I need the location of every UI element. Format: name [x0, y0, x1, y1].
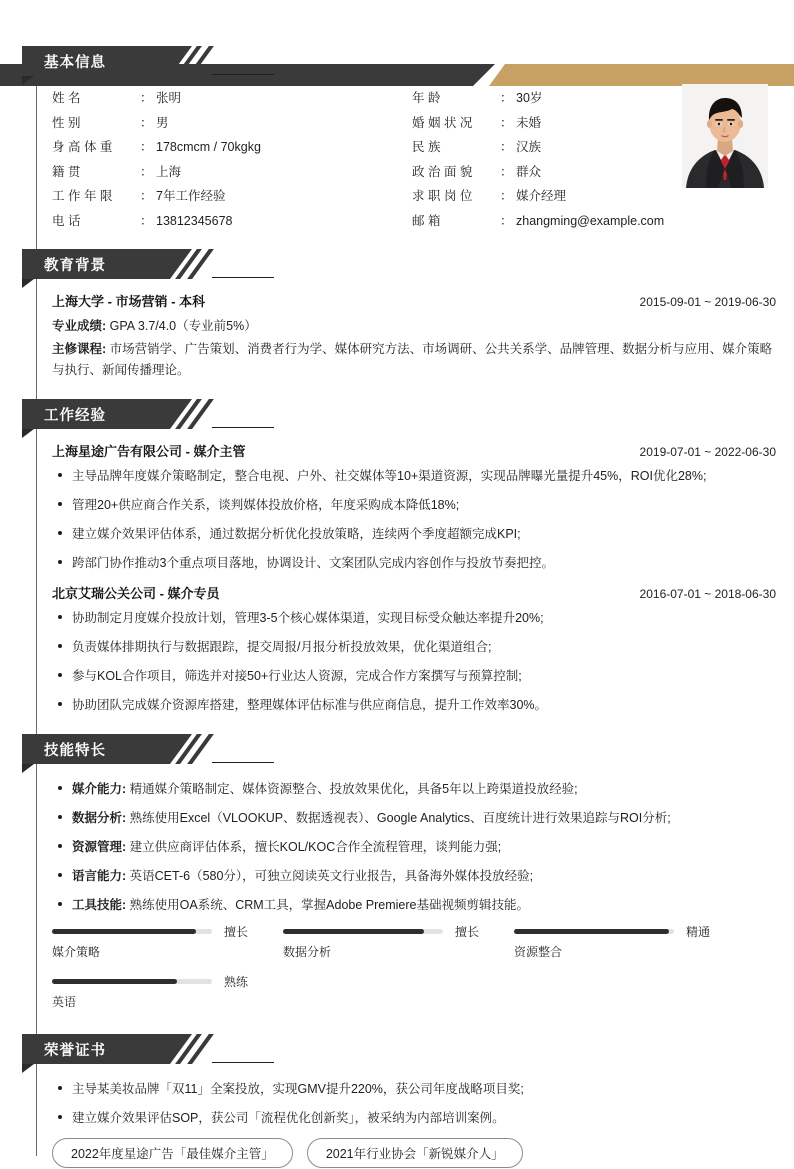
skill-bar-row: [52, 924, 283, 938]
list-item: 协助团队完成媒介资源库搭建，整理媒体评估标准与供应商信息，提升工作效率30%。: [52, 695, 776, 715]
education-school: 上海大学 - 市场营销 - 本科: [52, 294, 206, 309]
basic-info-column-left: [52, 86, 412, 233]
info-row: [412, 209, 772, 234]
skill-label: 数据分析:: [72, 811, 127, 825]
skill-bar-fill: [283, 929, 424, 934]
skill-bar-item: [283, 924, 514, 960]
skill-bar-fill: [52, 929, 196, 934]
skill-bar-fill: [52, 979, 177, 984]
info-label: 婚 姻 状 况: [412, 115, 473, 130]
skill-bar-level: 擅长: [224, 924, 249, 939]
skills-body: [52, 764, 776, 1024]
list-item: 建立媒介效果评估体系，通过数据分析优化投放策略，连续两个季度超额完成KPI;: [52, 524, 776, 544]
section-title-honors: 荣誉证书: [44, 1043, 106, 1059]
list-item: [52, 808, 776, 828]
info-label: 性 别: [52, 115, 81, 130]
skill-label: 媒介能力:: [72, 782, 127, 796]
info-value: 男: [156, 115, 169, 130]
section-work-experience: [0, 399, 794, 715]
skill-bar-level: 精通: [686, 924, 711, 939]
section-header-skills: [22, 734, 292, 764]
list-item: 负责媒体排期执行与数据跟踪，提交周报/月报分析投放效果，优化渠道组合;: [52, 637, 776, 657]
skill-text: 建立供应商评估体系，擅长KOL/KOC合作全流程管理，谈判能力强;: [126, 840, 502, 854]
info-value: 上海: [156, 164, 182, 179]
skill-bar-row: [283, 924, 514, 938]
list-item: 管理20+供应商合作关系，谈判媒体投放价格，年度采购成本降低18%;: [52, 495, 776, 515]
info-label: 求 职 岗 位: [412, 189, 473, 203]
info-label: 姓 名: [52, 91, 81, 105]
skill-bar-name: 媒介策略: [52, 945, 101, 959]
section-banner-tail: [22, 76, 34, 85]
work-entry-header: [52, 583, 776, 602]
honor-pill: 2022年度星途广告「最佳媒介主管」: [52, 1138, 293, 1168]
list-item: 建立媒介效果评估SOP，获公司「流程优化创新奖」，被采纳为内部培训案例。: [52, 1108, 776, 1128]
section-stripe-icon: [187, 1034, 214, 1064]
info-colon: ：: [140, 164, 153, 179]
education-courses-line: [52, 339, 776, 381]
education-courses-label: 主修课程:: [52, 342, 107, 356]
skill-bar-row: [52, 974, 283, 988]
section-stripe-icon: [187, 734, 214, 764]
section-underline: [212, 427, 274, 428]
list-item: 参与KOL合作项目，筛选并对接50+行业达人资源，完成合作方案撰写与预算控制;: [52, 666, 776, 686]
list-item: [52, 866, 776, 886]
education-date: 2015-09-01 ~ 2019-06-30: [639, 295, 776, 309]
work-bullet-list: [52, 466, 776, 573]
honors-bullet-list: [52, 1079, 776, 1128]
basic-info-body: [52, 76, 776, 233]
info-row: [52, 86, 412, 111]
info-label: 电 话: [52, 213, 81, 228]
work-company-role: 北京艾瑞公关公司 - 媒介专员: [52, 586, 220, 601]
education-gpa-value: GPA 3.7/4.0（专业前5%）: [106, 319, 257, 333]
section-banner-tail: [22, 764, 34, 773]
info-value: 群众: [516, 164, 542, 179]
section-honors: [0, 1034, 794, 1168]
section-header-honors: [22, 1034, 292, 1064]
education-courses-value: 市场营销学、广告策划、消费者行为学、媒体研究方法、市场调研、公共关系学、品牌管理、数据分析与应用、媒介策略与执行、新闻传播理论。: [52, 342, 773, 377]
skill-bar-name: 数据分析: [283, 945, 332, 959]
skill-bar-level: 擅长: [455, 924, 480, 939]
section-underline: [212, 277, 274, 278]
skill-bar-name: 英语: [52, 995, 77, 1009]
info-colon: ：: [500, 140, 513, 154]
info-colon: ：: [500, 91, 513, 105]
work-entry-header: [52, 441, 776, 460]
basic-info-columns: [52, 86, 776, 233]
list-item: 协助制定月度媒介投放计划，管理3-5个核心媒体渠道，实现目标受众触达率提升20%;: [52, 608, 776, 628]
list-item: 主导品牌年度媒介策略制定，整合电视、户外、社交媒体等10+渠道资源，实现品牌曝光量提升45%，ROI优化28%;: [52, 466, 776, 486]
section-banner-tail: [22, 1064, 34, 1073]
section-stripe-icon: [187, 249, 214, 279]
work-entry: [52, 583, 776, 715]
education-body: [52, 279, 776, 381]
section-stripe-icon: [187, 46, 214, 76]
work-entry: [52, 441, 776, 573]
work-company-role: 上海星途广告有限公司 - 媒介主管: [52, 444, 246, 459]
info-colon: ：: [140, 213, 153, 228]
info-colon: ：: [500, 213, 513, 228]
info-value: 178cmcm / 70kgkg: [156, 140, 261, 154]
skill-bar-track: [283, 929, 443, 934]
info-label: 政 治 面 貌: [412, 164, 473, 179]
section-underline: [212, 74, 274, 75]
section-title-skills: 技能特长: [44, 743, 106, 759]
skills-bullet-list: [52, 779, 776, 915]
info-row: [52, 160, 412, 185]
skill-bar-track: [514, 929, 674, 934]
resume-page: [0, 46, 794, 1169]
info-value: zhangming@example.com: [516, 213, 665, 228]
list-item: [52, 779, 776, 799]
info-row: [52, 135, 412, 160]
skill-bar-track: [52, 979, 212, 984]
honors-body: [52, 1064, 776, 1168]
skill-text: 熟练使用OA系统、CRM工具，掌握Adobe Premiere基础视频剪辑技能。: [126, 898, 529, 912]
info-value: 张明: [156, 91, 182, 105]
info-value: 30岁: [516, 91, 543, 105]
honor-pill-group: [52, 1138, 776, 1168]
section-basic-info: [0, 46, 794, 233]
education-entry-header: [52, 291, 776, 310]
info-colon: ：: [140, 115, 153, 130]
info-colon: ：: [140, 189, 153, 203]
work-date: 2016-07-01 ~ 2018-06-30: [639, 587, 776, 601]
skill-bar-group: [52, 924, 776, 1024]
education-gpa-line: [52, 316, 776, 337]
info-colon: ：: [500, 164, 513, 179]
info-value: 媒介经理: [516, 189, 567, 203]
section-header-basic-info: [22, 46, 292, 76]
skill-bar-fill: [514, 929, 669, 934]
section-stripe-icon: [187, 399, 214, 429]
section-title-education: 教育背景: [44, 258, 106, 274]
info-value: 汉族: [516, 140, 542, 154]
info-row: [52, 184, 412, 209]
list-item: 主导某美妆品牌「双11」全案投放，实现GMV提升220%，获公司年度战略项目奖;: [52, 1079, 776, 1099]
skill-bar-item: [52, 924, 283, 960]
list-item: [52, 895, 776, 915]
info-label: 年 龄: [412, 91, 441, 105]
work-date: 2019-07-01 ~ 2022-06-30: [639, 445, 776, 459]
section-underline: [212, 1062, 274, 1063]
skill-text: 精通媒介策略制定、媒体资源整合、投放效果优化，具备5年以上跨渠道投放经验;: [126, 782, 578, 796]
section-underline: [212, 762, 274, 763]
skill-bar-name: 资源整合: [514, 945, 563, 959]
section-header-education: [22, 249, 292, 279]
info-value: 7年工作经验: [156, 189, 226, 203]
info-label: 籍 贯: [52, 164, 81, 179]
skill-bar-track: [52, 929, 212, 934]
skill-bar-item: [514, 924, 745, 960]
section-banner-tail: [22, 279, 34, 288]
list-item: 跨部门协作推动3个重点项目落地，协调设计、文案团队完成内容创作与投放节奏把控。: [52, 553, 776, 573]
info-colon: ：: [500, 115, 513, 130]
section-education: [0, 249, 794, 381]
info-colon: ：: [500, 189, 513, 203]
skill-label: 资源管理:: [72, 840, 127, 854]
honor-pill: 2021年行业协会「新锐媒介人」: [307, 1138, 523, 1168]
list-item: [52, 837, 776, 857]
skill-label: 语言能力:: [72, 869, 127, 883]
info-row: [52, 111, 412, 136]
info-value: 13812345678: [156, 213, 233, 228]
info-value: 未婚: [516, 115, 542, 130]
skill-bar-level: 熟练: [224, 974, 249, 989]
section-skills: [0, 734, 794, 1024]
skill-label: 工具技能:: [72, 898, 127, 912]
avatar-photo: [682, 84, 768, 188]
education-gpa-label: 专业成绩:: [52, 319, 107, 333]
skill-bar-item: [52, 974, 283, 1010]
section-title-work: 工作经验: [44, 408, 106, 424]
info-colon: ：: [140, 140, 153, 154]
section-title-basic-info: 基本信息: [44, 55, 106, 71]
info-label: 身 高 体 重: [52, 140, 113, 154]
info-label: 民 族: [412, 140, 441, 154]
info-label: 工 作 年 限: [52, 189, 113, 203]
info-row: [52, 209, 412, 234]
work-bullet-list: [52, 608, 776, 715]
skill-bar-row: [514, 924, 745, 938]
work-body: [52, 429, 776, 715]
info-label: 邮 箱: [412, 213, 441, 228]
skill-text: 英语CET-6（580分），可独立阅读英文行业报告，具备海外媒体投放经验;: [126, 869, 534, 883]
section-banner-tail: [22, 429, 34, 438]
info-colon: ：: [140, 91, 153, 105]
skill-text: 熟练使用Excel（VLOOKUP、数据透视表）、Google Analytics、百度统计进行效果追踪与ROI分析;: [126, 811, 671, 825]
section-header-work: [22, 399, 292, 429]
